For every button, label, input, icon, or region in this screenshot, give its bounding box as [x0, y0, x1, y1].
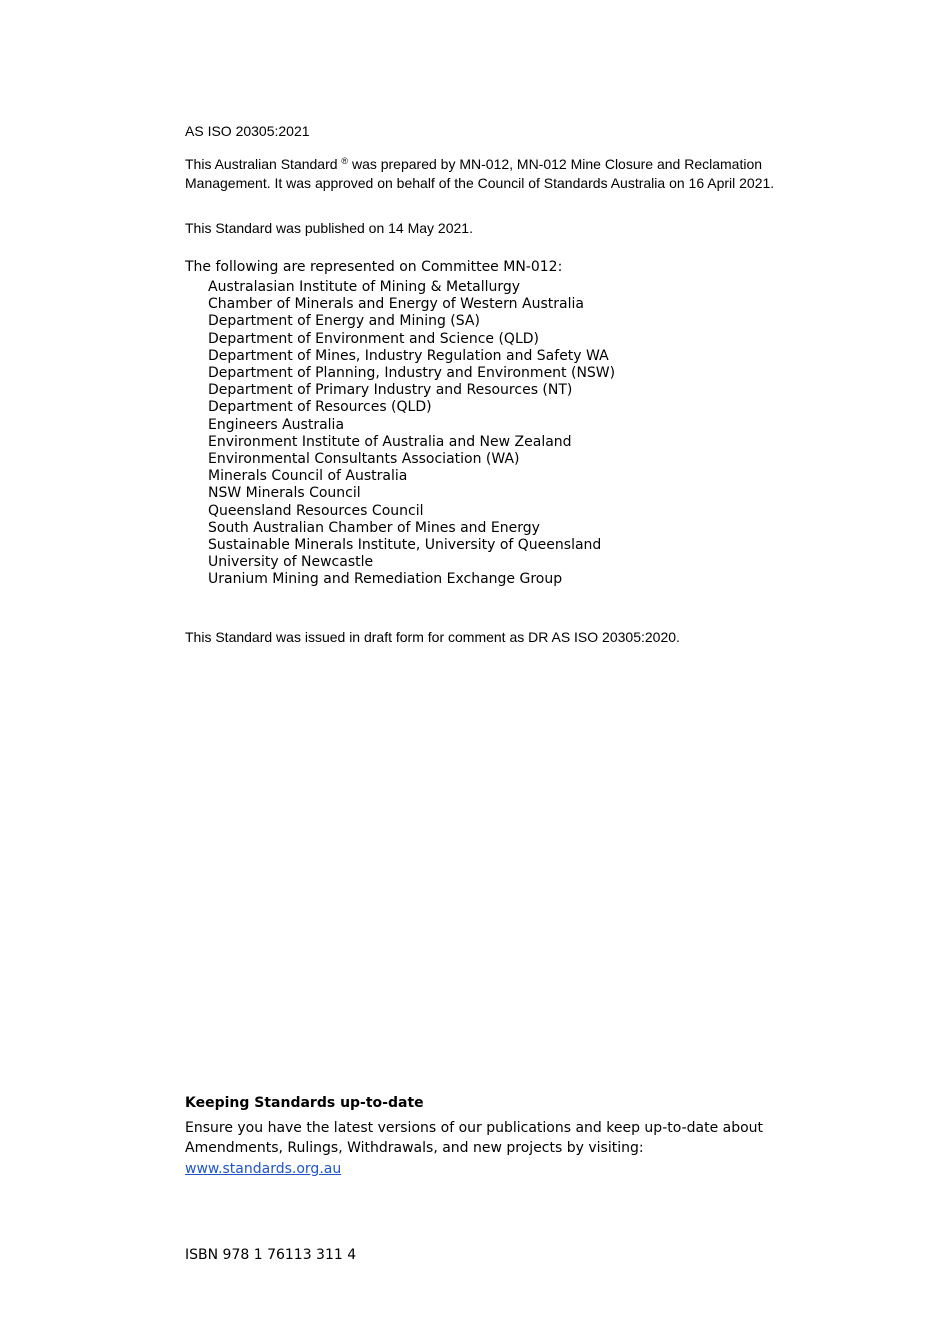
committee-member: Chamber of Minerals and Energy of Western Australia [208, 296, 584, 313]
committee-member: Department of Resources (QLD) [208, 399, 432, 416]
committee-section [185, 258, 805, 589]
committee-member: Australasian Institute of Mining & Metallurgy [208, 279, 521, 295]
preparation-detail-text: was prepared by MN-012, MN-012 Mine Closure and Reclamation Management. It was approved on behalf of the Council of Standards Australia on 16 April 2021. [185, 156, 775, 191]
committee-member: Minerals Council of Australia [208, 468, 408, 485]
committee-member: Uranium Mining and Remediation Exchange Group [208, 571, 563, 588]
keeping-up-to-date-section [185, 1094, 785, 1180]
keeping-up-to-date-heading: Keeping Standards up-to-date [185, 1095, 424, 1111]
committee-intro: The following are represented on Committee MN-012: [185, 259, 563, 275]
committee-member: Department of Environment and Science (QLD) [208, 330, 539, 347]
committee-member: Department of Primary Industry and Resources (NT) [208, 382, 573, 399]
committee-member: Department of Mines, Industry Regulation and Safety WA [208, 347, 609, 364]
committee-member: Environmental Consultants Association (WA) [208, 451, 520, 468]
committee-member: Queensland Resources Council [208, 502, 424, 519]
committee-member: Sustainable Minerals Institute, University of Queensland [208, 537, 602, 554]
preparation-lead-text: This Australian Standard [185, 156, 338, 172]
committee-member: NSW Minerals Council [208, 485, 361, 502]
registered-mark: ® [341, 156, 349, 166]
keeping-up-to-date-body: Ensure you have the latest versions of our publications and keep up-to-date about Amendments, Rulings, Withdrawals, and new projects by visiting: [185, 1120, 764, 1156]
committee-member: Department of Planning, Industry and Environment (NSW) [208, 365, 616, 382]
committee-member: Engineers Australia [208, 416, 345, 433]
committee-member: Department of Energy and Mining (SA) [208, 313, 480, 330]
isbn-number: ISBN 978 1 76113 311 4 [185, 1247, 357, 1263]
standard-identifier: AS ISO 20305:2021 [185, 123, 310, 139]
preparation-statement [185, 155, 785, 193]
standards-website-link[interactable]: www.standards.org.au [185, 1161, 342, 1177]
draft-note: This Standard was issued in draft form for comment as DR AS ISO 20305:2020. [185, 629, 680, 645]
committee-member-list [185, 279, 805, 589]
committee-member: South Australian Chamber of Mines and Energy [208, 519, 540, 536]
committee-member: Environment Institute of Australia and New Zealand [208, 433, 572, 450]
committee-member: University of Newcastle [208, 554, 374, 571]
publication-statement: This Standard was published on 14 May 2021. [185, 220, 473, 236]
